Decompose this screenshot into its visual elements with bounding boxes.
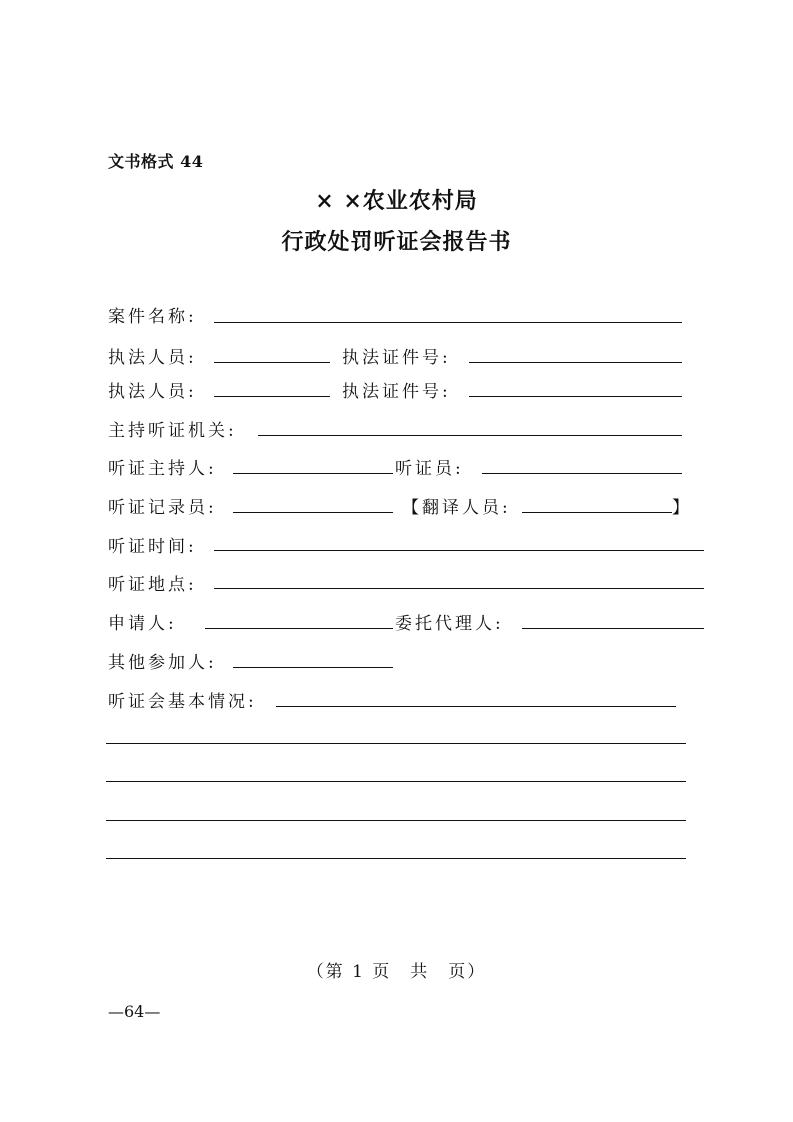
enforcer-2-field[interactable] — [214, 396, 330, 397]
basic-situation-label: 听证会基本情况: — [108, 692, 257, 712]
enforcer-1-field[interactable] — [214, 362, 330, 363]
translator-field[interactable] — [522, 512, 672, 513]
title-agency: × ×农业农村局 — [315, 188, 478, 214]
form-code: 文书格式 44 — [108, 152, 204, 171]
translator-bracket: 】 — [672, 498, 692, 518]
hearing-time-field[interactable] — [214, 550, 704, 551]
host-agency-label: 主持听证机关: — [108, 421, 237, 441]
others-field[interactable] — [233, 667, 393, 668]
blank-line-2[interactable] — [106, 781, 686, 782]
hearing-place-label: 听证地点: — [108, 575, 197, 595]
translator-label: 【翻译人员: — [402, 498, 511, 518]
title-document: 行政处罚听证会报告书 — [281, 229, 512, 255]
hearing-officer-field[interactable] — [482, 473, 682, 474]
blank-line-1[interactable] — [106, 743, 686, 744]
cert-no-1-field[interactable] — [469, 362, 682, 363]
host-agency-field[interactable] — [258, 435, 682, 436]
agent-field[interactable] — [522, 628, 704, 629]
applicant-label: 申请人: — [108, 614, 177, 634]
host-person-label: 听证主持人: — [108, 459, 217, 479]
enforcer-2-label: 执法人员: — [108, 382, 197, 402]
blank-line-4[interactable] — [106, 858, 686, 859]
hearing-officer-label: 听证员: — [395, 459, 464, 479]
agent-label: 委托代理人: — [395, 614, 504, 634]
page-info: （第 1 页 共 页） — [306, 962, 487, 982]
applicant-field[interactable] — [205, 628, 393, 629]
cert-no-2-label: 执法证件号: — [342, 382, 451, 402]
case-name-field[interactable] — [214, 322, 682, 323]
recorder-field[interactable] — [233, 512, 393, 513]
cert-no-2-field[interactable] — [469, 396, 682, 397]
basic-situation-field[interactable] — [276, 706, 676, 707]
page-number: —64— — [108, 1002, 161, 1021]
cert-no-1-label: 执法证件号: — [342, 348, 451, 368]
others-label: 其他参加人: — [108, 653, 217, 673]
recorder-label: 听证记录员: — [108, 498, 217, 518]
blank-line-3[interactable] — [106, 820, 686, 821]
hearing-place-field[interactable] — [214, 588, 704, 589]
enforcer-1-label: 执法人员: — [108, 348, 197, 368]
hearing-time-label: 听证时间: — [108, 537, 197, 557]
host-person-field[interactable] — [233, 473, 393, 474]
case-name-label: 案件名称: — [108, 307, 197, 327]
